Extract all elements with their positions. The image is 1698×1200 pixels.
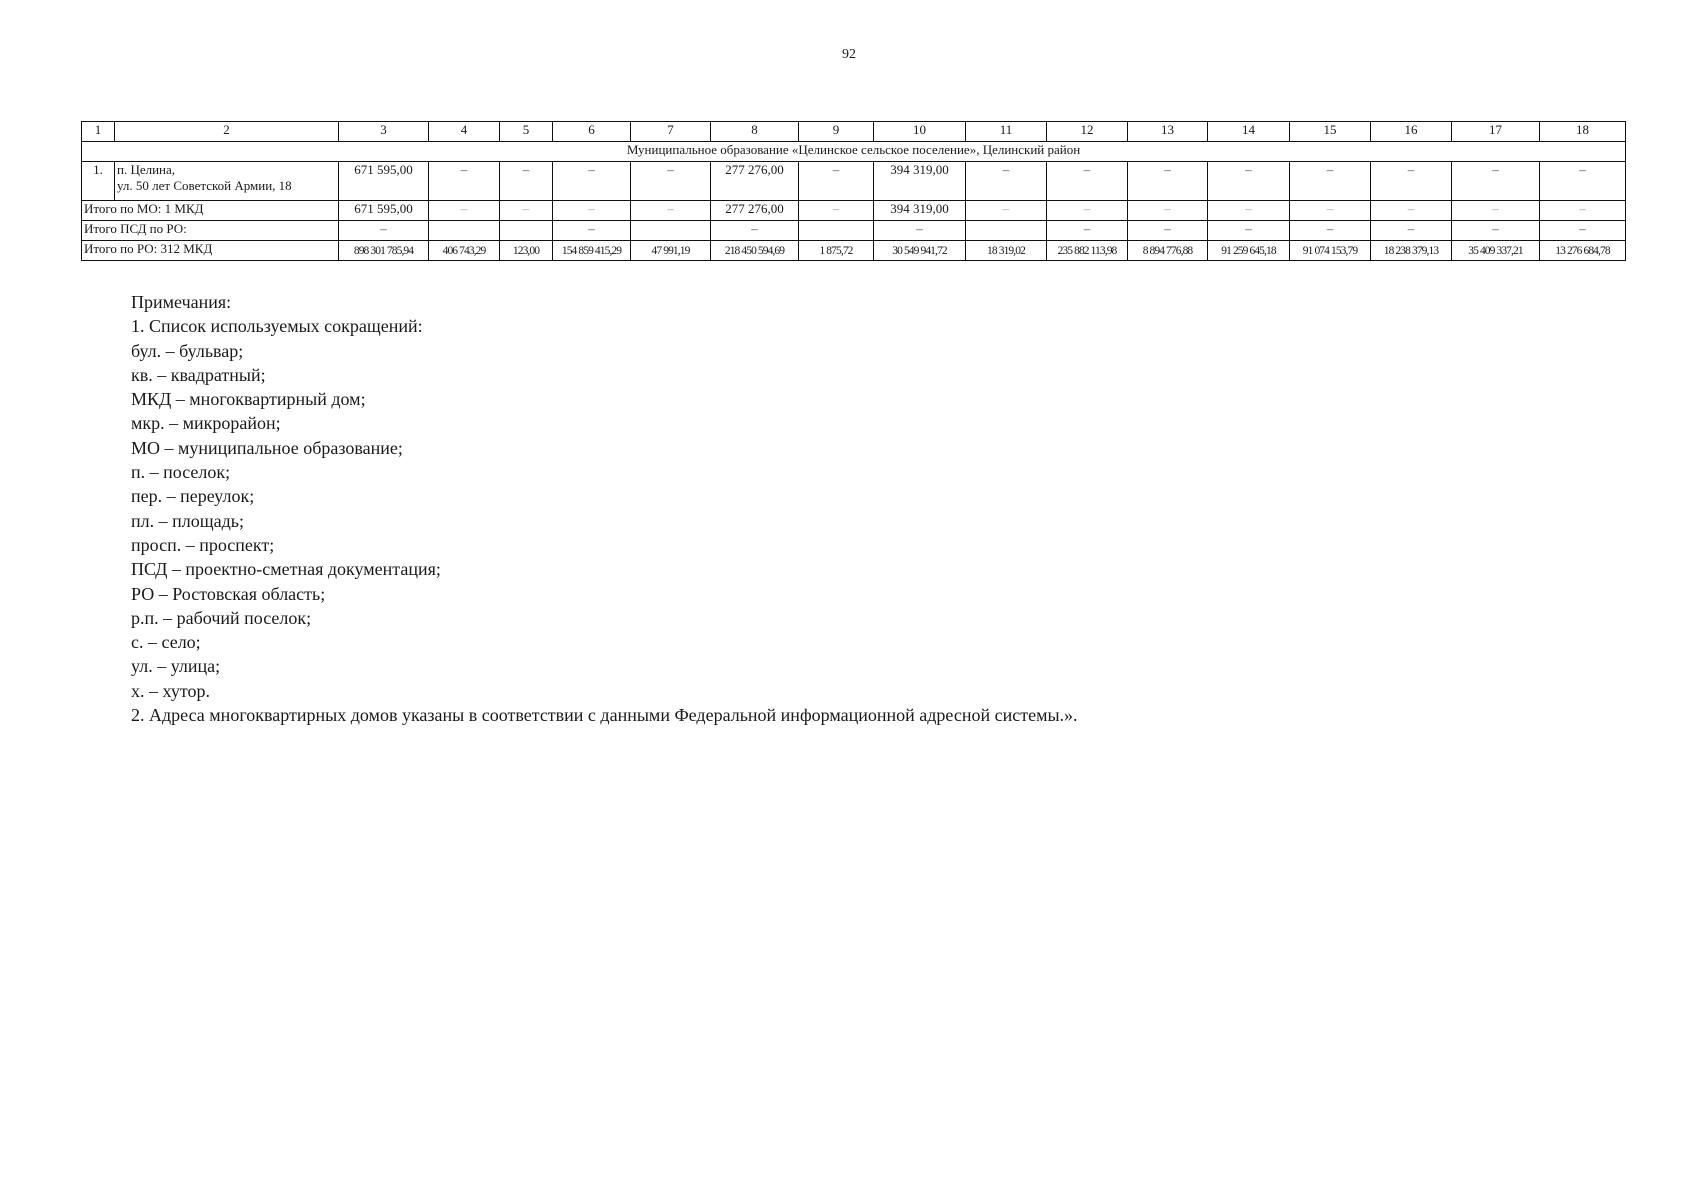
table-cell: – [631,162,711,201]
table-cell: 18 319,02 [966,241,1047,261]
table-cell: – [966,201,1047,221]
column-number: 13 [1128,122,1208,142]
table-cell: 406 743,29 [429,241,500,261]
abbreviation-item: пер. – переулок; [131,486,255,507]
column-number: 4 [429,122,500,142]
table-cell: – [966,162,1047,201]
table-cell: 671 595,00 [339,201,429,221]
table-cell: – [1208,221,1290,241]
abbreviation-item: МКД – многоквартирный дом; [131,389,366,410]
total-ro-row [82,241,1626,261]
table-cell: – [1540,221,1626,241]
section-title-row [82,142,1626,162]
table-cell: 18 238 379,13 [1371,241,1452,261]
table-cell: – [1371,162,1452,201]
table-cell: – [1208,201,1290,221]
address-program-table [81,121,1626,261]
column-number: 3 [339,122,429,142]
row-label: Итого ПСД по РО: [82,221,339,241]
table-cell: – [553,162,631,201]
abbreviation-item: кв. – квадратный; [131,364,266,385]
abbreviation-item: мкр. – микрорайон; [131,413,281,434]
table-cell: – [1540,162,1626,201]
address-line: п. Целина, [117,162,176,177]
notes-item-2: 2. Адреса многоквартирных домов указаны в соответствии с данными Федеральной информационной адресной системы.». [131,705,1078,726]
column-number: 17 [1452,122,1540,142]
table-cell: – [429,162,500,201]
table-cell: 898 301 785,94 [339,241,429,261]
table-cell [631,221,711,241]
table-cell: 1 875,72 [799,241,874,261]
column-number: 9 [799,122,874,142]
table-cell: – [500,201,553,221]
address-line: ул. 50 лет Советской Армии, 18 [117,178,292,193]
column-number: 2 [115,122,339,142]
table-cell: 8 894 776,88 [1128,241,1208,261]
column-number: 12 [1047,122,1128,142]
table-cell: – [1540,201,1626,221]
table-cell [799,221,874,241]
notes-section [131,290,1078,727]
table-cell: – [799,162,874,201]
section-title: Муниципальное образование «Целинское сельское поселение», Целинский район [82,142,1626,162]
table-cell: – [1047,201,1128,221]
abbreviation-item: х. – хутор. [131,680,210,701]
row-label: Итого по МО: 1 МКД [82,201,339,221]
abbreviation-item: просп. – проспект; [131,534,275,555]
table-cell: – [1128,201,1208,221]
table-cell: 218 450 594,69 [711,241,799,261]
column-number: 1 [82,122,115,142]
column-number: 6 [553,122,631,142]
notes-item-1-title: 1. Список используемых сокращений: [131,316,423,337]
table-cell: 91 259 645,18 [1208,241,1290,261]
table-cell [429,221,500,241]
table-cell: 30 549 941,72 [874,241,966,261]
table-cell: – [1047,221,1128,241]
table-cell: – [1290,221,1371,241]
table-cell: 277 276,00 [711,162,799,201]
table-cell: – [1452,162,1540,201]
table-cell: – [1208,162,1290,201]
table-cell: 91 074 153,79 [1290,241,1371,261]
table-cell: 277 276,00 [711,201,799,221]
column-number: 11 [966,122,1047,142]
table-cell: – [1452,221,1540,241]
table-cell: 35 409 337,21 [1452,241,1540,261]
table-cell: – [1047,162,1128,201]
abbreviation-item: пл. – площадь; [131,510,244,531]
abbreviation-item: РО – Ростовская область; [131,583,326,604]
table-cell: 47 991,19 [631,241,711,261]
table-cell: 154 859 415,29 [553,241,631,261]
table-cell: 123,00 [500,241,553,261]
table-cell: – [799,201,874,221]
table-cell: – [553,201,631,221]
table-cell [500,221,553,241]
row-label: Итого по РО: 312 МКД [82,241,339,261]
abbreviation-item: п. – поселок; [131,462,231,483]
column-number: 16 [1371,122,1452,142]
table-cell: 235 882 113,98 [1047,241,1128,261]
notes-title: Примечания: [131,292,232,312]
table-cell: – [1290,201,1371,221]
row-number: 1. [82,162,115,201]
abbreviation-item: ул. – улица; [131,656,221,677]
abbreviation-item: бул. – бульвар; [131,340,244,361]
table-cell: 13 276 684,78 [1540,241,1626,261]
table-row [82,162,1626,201]
column-number: 14 [1208,122,1290,142]
table-cell: – [553,221,631,241]
table-cell: – [631,201,711,221]
column-number: 15 [1290,122,1371,142]
table-cell: – [429,201,500,221]
column-number: 8 [711,122,799,142]
table-cell: – [1290,162,1371,201]
abbreviation-item: МО – муниципальное образование; [131,437,403,458]
column-number: 7 [631,122,711,142]
table-cell: 394 319,00 [874,162,966,201]
column-number: 10 [874,122,966,142]
table-cell: – [1128,221,1208,241]
table-cell: – [874,221,966,241]
total-mo-row [82,201,1626,221]
table-cell: 394 319,00 [874,201,966,221]
table-cell: – [500,162,553,201]
table-cell: – [339,221,429,241]
table-cell [966,221,1047,241]
table-cell: – [1371,221,1452,241]
abbreviation-item: ПСД – проектно-сметная документация; [131,559,441,580]
table-cell: – [711,221,799,241]
abbreviation-item: р.п. – рабочий поселок; [131,607,312,628]
table-cell: – [1371,201,1452,221]
table-cell: – [1128,162,1208,201]
page-number: 92 [842,47,856,62]
table-header-row [82,122,1626,142]
address-cell [115,162,339,201]
table-cell: – [1452,201,1540,221]
column-number: 5 [500,122,553,142]
column-number: 18 [1540,122,1626,142]
total-psd-row [82,221,1626,241]
table-cell: 671 595,00 [339,162,429,201]
abbreviation-item: с. – село; [131,632,201,653]
